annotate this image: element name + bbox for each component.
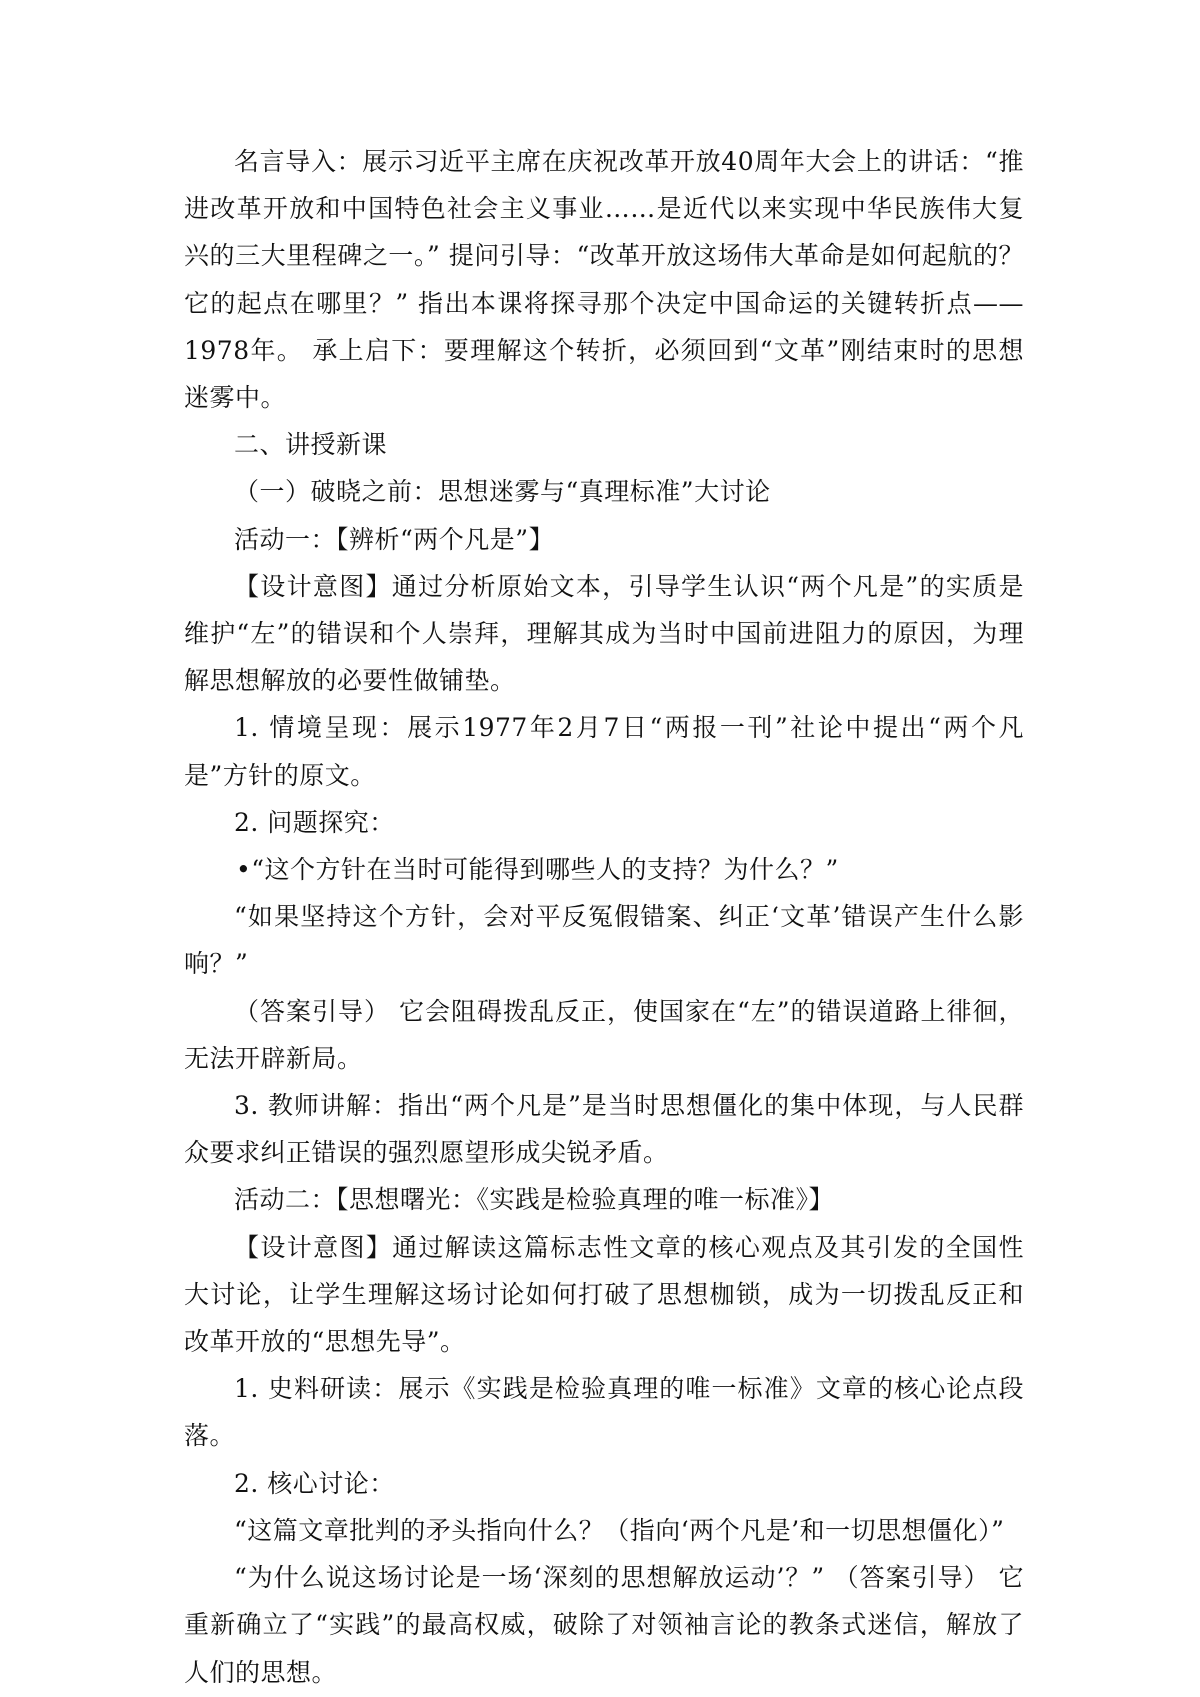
activity-1-question-2: “如果坚持这个方针，会对平反冤假错案、纠正‘文革’错误产生什么影响？” <box>184 902 1024 979</box>
activity-1-design-intent: 【设计意图】通过分析原始文本，引导学生认识“两个凡是”的实质是维护“左”的错误和个人崇拜，理解其成为当时中国前进阻力的原因，为理解思想解放的必要性做铺垫。 <box>184 571 1024 696</box>
activity-2-step-1: 1. 史料研读：展示《实践是检验真理的唯一标准》文章的核心论点段落。 <box>184 1374 1024 1451</box>
activity-1-step-1: 1. 情境呈现：展示1977年2月7日“两报一刊”社论中提出“两个凡是”方针的原文。 <box>184 713 1024 790</box>
subsection-heading-1: （一）破晓之前：思想迷雾与“真理标准”大讨论 <box>234 477 771 507</box>
activity-1-step-2: 2. 问题探究： <box>234 807 395 837</box>
activity-1-answer-guide: （答案引导） 它会阻碍拨乱反正，使国家在“左”的错误道路上徘徊，无法开辟新局。 <box>184 996 1024 1073</box>
intro-paragraph: 名言导入：展示习近平主席在庆祝改革开放40周年大会上的讲话：“推进改革开放和中国特色社会主义事业……是近代以来实现中华民族伟大复兴的三大里程碑之一。” 提问引导：“改革开放这场伟大革命是如何起航的？它的起点在哪里？” 指出本课将探寻那个决定中国命运的关键转折点——1978年。 承上启下：要理解这个转折，必须回到“文革”刚结束时的思想迷雾中。 <box>184 147 1024 413</box>
activity-1-title: 活动一：【辨析“两个凡是”】 <box>234 524 555 554</box>
activity-1-question-1: •“这个方针在当时可能得到哪些人的支持？为什么？” <box>236 855 839 885</box>
activity-1-step-3: 3. 教师讲解：指出“两个凡是”是当时思想僵化的集中体现，与人民群众要求纠正错误的强烈愿望形成尖锐矛盾。 <box>184 1091 1024 1168</box>
activity-2-title: 活动二：【思想曙光：《实践是检验真理的唯一标准》】 <box>234 1185 835 1215</box>
lesson-plan-body <box>184 138 1024 1696</box>
activity-2-step-2: 2. 核心讨论： <box>234 1468 395 1498</box>
activity-2-question-1: “这篇文章批判的矛头指向什么？（指向‘两个凡是’和一切思想僵化）” <box>234 1515 1005 1545</box>
activity-2-question-2: “为什么说这场讨论是一场‘深刻的思想解放运动’？” （答案引导） 它重新确立了“实践”的最高权威，破除了对领袖言论的教条式迷信，解放了人们的思想。 <box>184 1563 1024 1687</box>
section-heading-new-lesson: 二、讲授新课 <box>234 430 388 460</box>
activity-2-design-intent: 【设计意图】通过解读这篇标志性文章的核心观点及其引发的全国性大讨论，让学生理解这场讨论如何打破了思想枷锁，成为一切拨乱反正和改革开放的“思想先导”。 <box>184 1232 1024 1357</box>
